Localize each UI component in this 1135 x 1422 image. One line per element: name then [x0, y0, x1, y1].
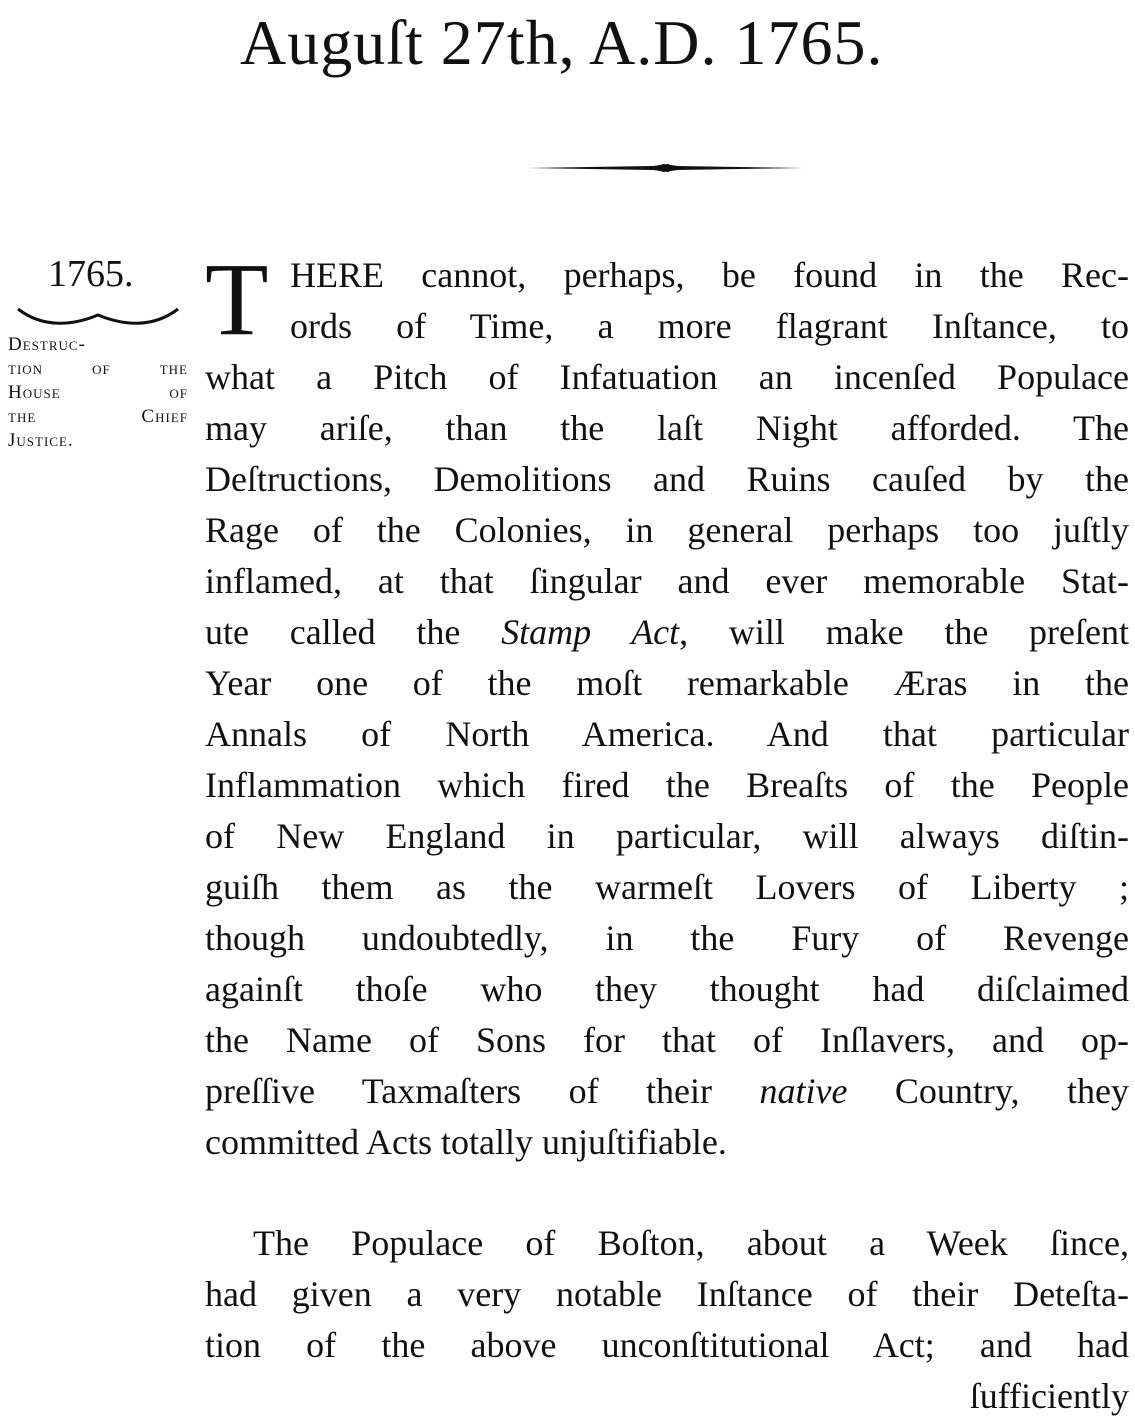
text-line: Annals of North America. And that particular	[205, 714, 1129, 754]
text-line: Inflammation which fired the Breaſts of the People	[205, 765, 1129, 805]
text-segment: preſſive Taxmaſters of their	[205, 1071, 760, 1111]
divider-ornament-icon	[528, 158, 803, 178]
text-line: what a Pitch of Infatuation an incenſed Populace	[205, 357, 1129, 397]
margin-note	[8, 333, 188, 453]
margin-note-line: tion of the	[8, 358, 188, 379]
margin-note-line: Destruc-	[8, 334, 86, 355]
text-line: againſt thoſe who they thought had diſclaimed	[205, 969, 1129, 1009]
text-segment: ute called the	[205, 612, 502, 652]
margin-year: 1765.	[48, 253, 134, 295]
text-line: though undoubtedly, in the Fury of Revenge	[205, 918, 1129, 958]
paragraph-gap	[205, 1168, 1129, 1218]
text-segment: , will make the preſent	[679, 612, 1129, 652]
text-line: may ariſe, than the laſt Night afforded. The	[205, 408, 1129, 448]
text-line: ords of Time, a more flagrant Inſtance, to	[290, 306, 1129, 346]
text-line: The Populace of Boſton, about a Week ſince,	[253, 1223, 1129, 1263]
text-line: committed Acts totally unjuſtifiable.	[205, 1122, 727, 1162]
margin-note-line: Justice.	[8, 430, 74, 451]
catchword: ſufficiently	[969, 1376, 1129, 1416]
text-line: of New England in particular, will always diſtin-	[205, 816, 1129, 856]
body-text	[205, 242, 1129, 1422]
text-segment: Country, they	[847, 1071, 1129, 1111]
text-line	[205, 1066, 1129, 1117]
text-line: tion of the above unconſtitutional Act; and had	[205, 1325, 1129, 1365]
text-line: inflamed, at that ſingular and ever memorable Stat-	[205, 561, 1129, 601]
page-heading: Auguſt 27th, A.D. 1765.	[240, 7, 884, 78]
text-line: Rage of the Colonies, in general perhaps too juſtly	[205, 510, 1129, 550]
text-line: the Name of Sons for that of Inſlavers, and op-	[205, 1020, 1129, 1060]
text-line: Deſtructions, Demolitions and Ruins cauſed by the	[205, 459, 1129, 499]
italic-word: native	[759, 1071, 848, 1111]
margin-note-line: the Chief	[8, 406, 188, 427]
margin-swash-icon	[14, 303, 182, 327]
text-line: guiſh them as the warmeſt Lovers of Liberty ;	[205, 867, 1129, 907]
text-line: Year one of the moſt remarkable Æras in the	[205, 663, 1129, 703]
paragraph-1-opening	[205, 242, 1129, 357]
text-line: HERE cannot, perhaps, be found in the Rec-	[290, 255, 1129, 295]
text-line	[205, 607, 1129, 658]
text-line: had given a very notable Inſtance of their Deteſta-	[205, 1274, 1129, 1314]
margin-note-line: House of	[8, 382, 188, 403]
drop-cap: T	[205, 242, 269, 357]
italic-title: Stamp Act	[501, 612, 680, 652]
